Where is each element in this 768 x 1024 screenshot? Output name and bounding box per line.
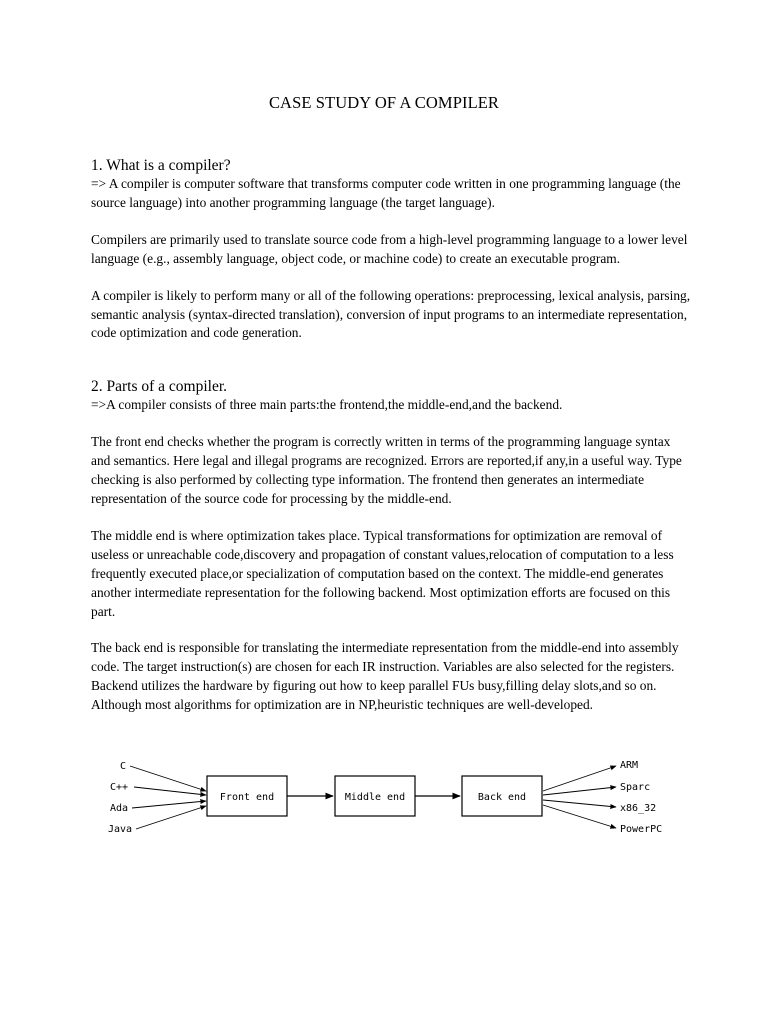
output-arrow	[543, 766, 616, 791]
paragraph: Compilers are primarily used to translate source code from a high-level programming language to a lower level language (e.g., assembly language, object code, or machine code) to create an executable program.	[91, 231, 688, 266]
front-end-label: Front end	[219, 792, 275, 803]
back-end-label: Back end	[477, 792, 527, 803]
output-arrow	[543, 805, 616, 828]
compiler-diagram	[100, 755, 680, 845]
paragraph: The back end is responsible for translating the intermediate representation from the middle-end into assembly code. The target instruction(s) are chosen for each IR instruction. Variables are also selected for the registers. Backend utilizes the hardware by figuring out how to keep parallel FUs busy,filling delay slots,and so on. Although most algorithms for optimization are in NP,heuristic techniques are well-developed.	[91, 640, 679, 713]
output-arrow	[543, 800, 616, 807]
document-body	[91, 157, 691, 715]
input-label: C	[120, 761, 127, 772]
output-label: x86_32	[620, 803, 657, 814]
paragraph: The middle end is where optimization takes place. Typical transformations for optimization are removal of useless or unreachable code,discovery and propagation of constant values,relocation of computation to a less frequently executed place,or specialization of computation based on the context. The middle-end generates another intermediate representation for the following backend. Most optimization efforts are focused on this part.	[91, 527, 674, 619]
input-arrow	[130, 766, 206, 791]
input-arrow	[136, 806, 206, 829]
input-label: Ada	[110, 803, 129, 814]
output-label: Sparc	[620, 782, 651, 793]
output-arrow	[543, 787, 616, 795]
paragraph: =>A compiler consists of three main parts:the frontend,the middle-end,and the backend.	[91, 397, 563, 413]
output-label: PowerPC	[620, 824, 663, 835]
output-label: ARM	[620, 760, 639, 771]
section-heading: 1. What is a compiler?	[91, 157, 231, 174]
input-label: Java	[108, 824, 133, 835]
paragraph: A compiler is likely to perform many or all of the following operations: preprocessing, lexical analysis, parsing, semantic analysis (syntax-directed translation), conversion of input programs to an intermediate representation, code optimization and code generation.	[91, 287, 691, 341]
paragraph: => A compiler is computer software that transforms computer code written in one programming language (the source language) into another programming language (the target language).	[91, 176, 681, 210]
input-arrow	[134, 787, 206, 795]
section-heading: 2. Parts of a compiler.	[91, 378, 228, 396]
input-arrow	[132, 801, 206, 808]
input-label: C++	[110, 782, 129, 793]
middle-end-label: Middle end	[344, 792, 406, 803]
document-title: CASE STUDY OF A COMPILER	[268, 93, 500, 112]
paragraph: The front end checks whether the program is correctly written in terms of the programming language syntax and semantics. Here legal and illegal programs are recognized. Errors are reported,if any,in a useful way. Type checking is also performed by collecting type information. The frontend then generates an intermediate representation of the source code for processing by the middle-end.	[91, 434, 682, 506]
